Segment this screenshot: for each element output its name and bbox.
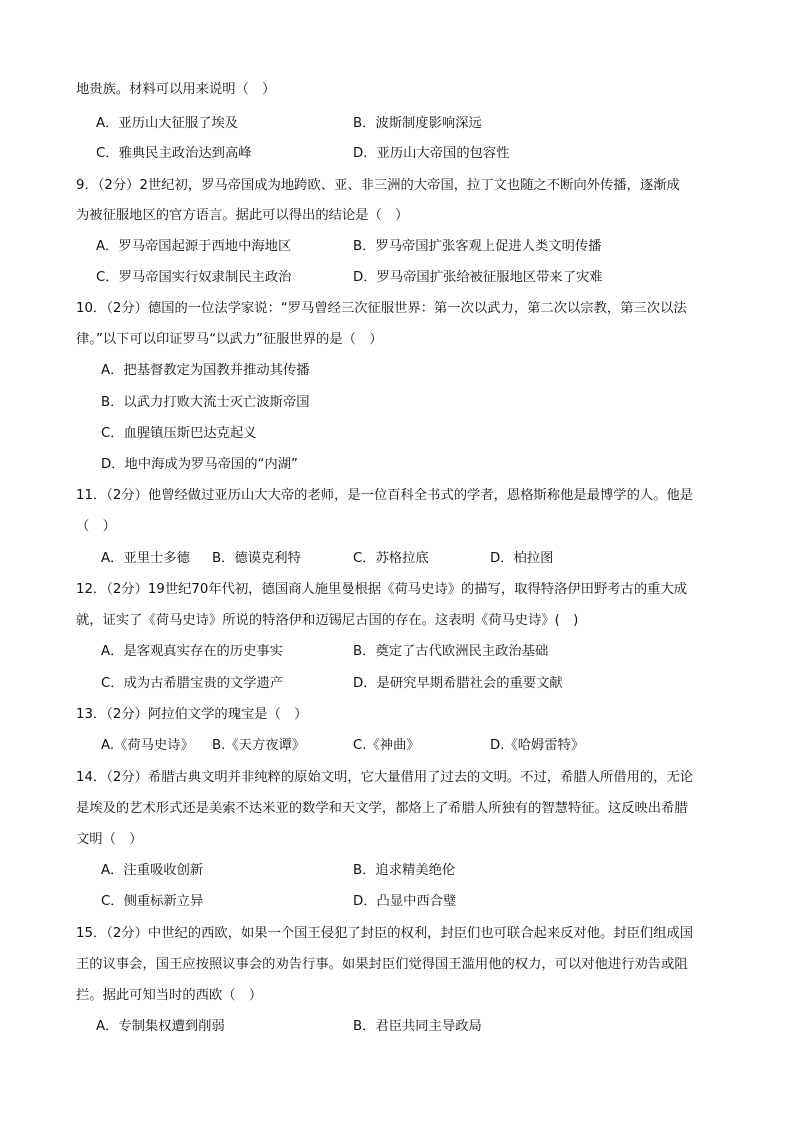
q12-option-d: D．是研究早期希腊社会的重要文献 <box>353 676 563 691</box>
q14-option-b: B．追求精美绝伦 <box>353 863 456 878</box>
q15-option-a: A．专制集权遭到削弱 <box>96 1019 225 1034</box>
q11-option-b: B．德谟克利特 <box>212 551 301 566</box>
q9-stem-line-1: 9．（2分）2世纪初，罗马帝国成为地跨欧、亚、非三洲的大帝国，拉丁文也随之不断向外传播，逐渐成 <box>76 178 680 193</box>
q8-option-d: D．亚历山大帝国的包容性 <box>353 146 510 161</box>
q14-option-a: A．注重吸收创新 <box>101 863 204 878</box>
q12-option-a: A．是客观真实存在的历史事实 <box>101 644 283 659</box>
q13-stem: 13．（2分）阿拉伯文学的瑰宝是（ ） <box>76 707 308 722</box>
q10-option-d: D．地中海成为罗马帝国的“内湖” <box>101 457 298 472</box>
q14-option-c: C．侧重标新立异 <box>101 894 204 909</box>
q10-stem-line-1: 10．（2分）德国的一位法学家说：“罗马曾经三次征服世界：第一次以武力，第二次以宗教，第三次以法 <box>76 301 687 316</box>
q14-stem-line-3: 文明（ ） <box>76 832 143 847</box>
q15-stem-line-3: 拦。据此可知当时的西欧（ ） <box>76 988 263 1003</box>
q8-option-b: B．波斯制度影响深远 <box>353 116 482 131</box>
q8-option-a: A．亚历山大征服了埃及 <box>96 116 239 131</box>
q9-option-a: A．罗马帝国起源于西地中海地区 <box>96 239 292 254</box>
q12-option-c: C．成为古希腊宝贵的文学遗产 <box>101 676 284 691</box>
q9-option-c: C．罗马帝国实行奴隶制民主政治 <box>96 270 292 285</box>
q15-stem-line-1: 15．（2分）中世纪的西欧，如果一个国王侵犯了封臣的权利，封臣们也可联合起来反对他。封臣们组成国 <box>76 926 694 941</box>
q9-option-b: B．罗马帝国扩张客观上促进人类文明传播 <box>353 239 602 254</box>
q13-option-a: A.《荷马史诗》 <box>101 738 194 753</box>
q13-option-d: D.《哈姆雷特》 <box>490 738 585 753</box>
q9-option-d: D．罗马帝国扩张给被征服地区带来了灾难 <box>353 270 603 285</box>
q8-stem: 地贵族。材料可以用来说明（ ） <box>76 82 276 97</box>
q11-stem-line-2: （ ） <box>76 519 116 534</box>
q14-stem-line-1: 14．（2分）希腊古典文明并非纯粹的原始文明，它大量借用了过去的文明。不过，希腊人所借用的，无论 <box>76 770 694 785</box>
q14-option-d: D．凸显中西合璧 <box>353 894 457 909</box>
q11-option-d: D．柏拉图 <box>490 551 554 566</box>
q13-option-b: B.《天方夜谭》 <box>212 738 306 753</box>
q13-option-c: C.《神曲》 <box>353 738 420 753</box>
q9-stem-line-2: 为被征服地区的官方语言。据此可以得出的结论是（ ） <box>76 208 409 223</box>
q11-option-c: C．苏格拉底 <box>353 551 429 566</box>
q10-option-a: A．把基督教定为国教并推动其传播 <box>101 363 310 378</box>
q15-stem-line-2: 王的议事会，国王应按照议事会的劝告行事。如果封臣们觉得国王滥用他的权力，可以对他进行劝告或阻 <box>76 957 688 972</box>
q11-stem-line-1: 11．（2分）他曾经做过亚历山大大帝的老师，是一位百科全书式的学者，恩格斯称他是最博学的人。他是 <box>76 488 694 503</box>
q12-option-b: B．奠定了古代欧洲民主政治基础 <box>353 644 549 659</box>
q12-stem-line-1: 12．（2分）19世纪70年代初，德国商人施里曼根据《荷马史诗》的描写，取得特洛伊田野考古的重大成 <box>76 582 688 597</box>
q12-stem-line-2: 就，证实了《荷马史诗》所说的特洛伊和迈锡尼古国的存在。这表明《荷马史诗》( ) <box>76 613 579 628</box>
q10-stem-line-2: 律。”以下可以印证罗马“以武力”征服世界的是（ ） <box>76 332 383 347</box>
q11-option-a: A．亚里士多德 <box>101 551 190 566</box>
q14-stem-line-2: 是埃及的艺术形式还是美索不达米亚的数学和天文学，都烙上了希腊人所独有的智慧特征。这反映出希腊 <box>76 801 688 816</box>
q10-option-b: B．以武力打败大流士灭亡波斯帝国 <box>101 395 310 410</box>
q10-option-c: C．血腥镇压斯巴达克起义 <box>101 426 257 441</box>
q15-option-b: B．君臣共同主导政局 <box>353 1019 482 1034</box>
q8-option-c: C．雅典民主政治达到高峰 <box>96 146 252 161</box>
